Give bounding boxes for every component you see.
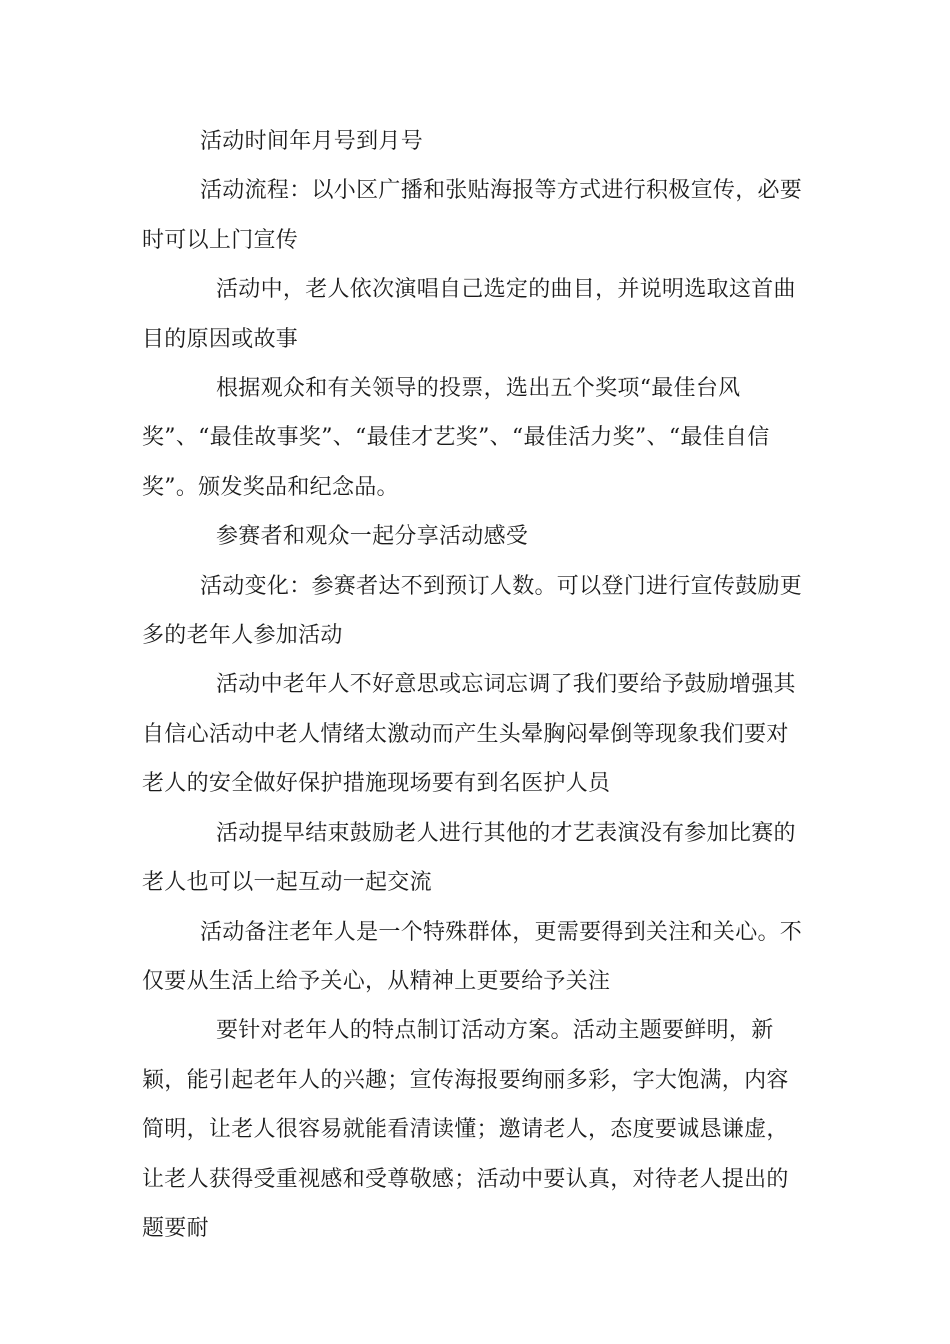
paragraph-activity-process: 活动流程：以小区广播和张贴海报等方式进行积极宣传，必要时可以上门宣传 [142, 178, 803, 253]
paragraph-awards: 根据观众和有关领导的投票，选出五个奖项“最佳台风奖”、“最佳故事奖”、“最佳才艺奖”、“最佳活力奖”、“最佳自信奖”。颁发奖品和纪念品。 [142, 376, 770, 500]
paragraph-early-finish: 活动提早结束鼓励老人进行其他的才艺表演没有参加比赛的老人也可以一起互动一起交流 [142, 820, 796, 896]
paragraph-singing: 活动中，老人依次演唱自己选定的曲目，并说明选取这首曲目的原因或故事 [142, 277, 796, 352]
paragraph-planning-tips: 要针对老年人的特点制订活动方案。活动主题要鲜明，新颖，能引起老年人的兴趣；宣传海报要绚丽多彩，字大饱满，内容简明，让老人很容易就能看清读懂；邀请老人，态度要诚恳谦虚，让老人获得受重视感和受尊敬感；活动中要认真，对待老人提出的题要耐 [142, 1018, 789, 1241]
paragraph-encouragement-safety: 活动中老年人不好意思或忘词忘调了我们要给予鼓励增强其自信心活动中老人情绪太激动而产生头晕胸闷晕倒等现象我们要对老人的安全做好保护措施现场要有到名医护人员 [142, 672, 796, 797]
document-body [142, 117, 810, 1253]
paragraph-activity-notes: 活动备注老年人是一个特殊群体，更需要得到关注和关心。不仅要从生活上给予关心，从精神上更要给予关注 [142, 919, 803, 994]
paragraph-sharing: 参赛者和观众一起分享活动感受 [216, 524, 529, 550]
paragraph-activity-changes: 活动变化：参赛者达不到预订人数。可以登门进行宣传鼓励更多的老年人参加活动 [142, 573, 803, 649]
paragraph-activity-time: 活动时间年月号到月号 [200, 129, 424, 154]
